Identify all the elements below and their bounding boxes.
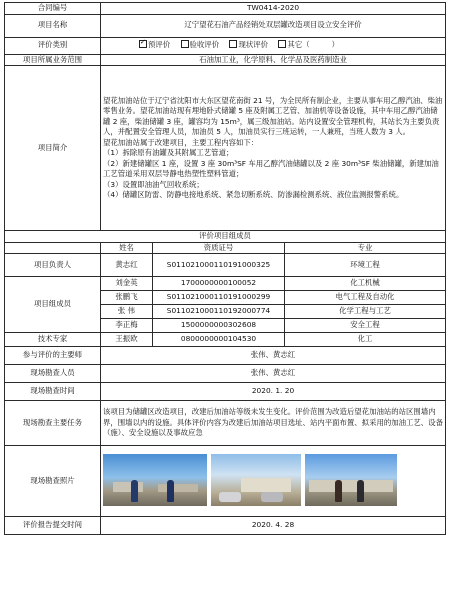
leader-label: 项目负责人 <box>5 254 101 277</box>
eval-type-option-acceptance[interactable]: 验收评价 <box>181 40 220 51</box>
checkbox-checked-icon <box>139 40 147 48</box>
member-name: 刘金英 <box>101 277 153 291</box>
checkbox-icon <box>229 40 237 48</box>
eval-type-option-other[interactable]: 其它（ ） <box>278 40 339 51</box>
survey-task-label: 现场勘查主要任务 <box>5 401 101 446</box>
member-name: 张鹏飞 <box>101 291 153 305</box>
row-project-name <box>5 14 446 37</box>
site-photo <box>103 454 207 506</box>
survey-staff-label: 现场勘查人员 <box>5 365 101 383</box>
member-cert: S011021000110191000299 <box>153 291 285 305</box>
intro-text <box>101 66 446 231</box>
eval-type-option-current[interactable]: 现状评价 <box>229 40 268 51</box>
row-team-cols <box>5 242 446 254</box>
site-photo <box>211 454 301 506</box>
row-expert <box>5 333 446 347</box>
eval-type-label: 评价类别 <box>5 37 101 54</box>
eval-type-options <box>101 37 446 54</box>
col-header-major: 专业 <box>285 242 446 254</box>
row-photos <box>5 446 446 517</box>
members-label: 项目组成员 <box>5 277 101 333</box>
row-survey-task <box>5 401 446 446</box>
checkbox-icon <box>278 40 286 48</box>
row-leader <box>5 254 446 277</box>
expert-name: 王振欧 <box>101 333 153 347</box>
member-cert: S011021000110192000774 <box>153 305 285 319</box>
photos-label: 现场勘查照片 <box>5 446 101 517</box>
leader-name: 黄志红 <box>101 254 153 277</box>
intro-label: 项目简介 <box>5 66 101 231</box>
row-industry <box>5 54 446 66</box>
photos-cell <box>101 446 446 517</box>
col-header-name: 姓名 <box>101 242 153 254</box>
row-intro <box>5 66 446 231</box>
checkbox-icon <box>181 40 189 48</box>
survey-time-label: 现场勘查时间 <box>5 383 101 401</box>
row-doc-no <box>5 3 446 15</box>
member-name: 张 伟 <box>101 305 153 319</box>
expert-major: 化工 <box>285 333 446 347</box>
member-name: 李正梅 <box>101 319 153 333</box>
row-eval-type <box>5 37 446 54</box>
intro-paragraph: 望花加油站位于辽宁省沈阳市大东区望花南街 21 号，为全民所有制企业，主要从事车用乙醇汽油、柴油零售业务。望花加油站现有埋地卧式储罐 5 座及附属工艺管、加油机等设备设施，其中车用乙醇汽油储罐 2 座，柴油储罐 3 座，罐容均为 15m³，属三级加油站。站内设置安全管理机构，其站长为主要负责人，并配置安全管理人员，加油员 5 人，加油员实行三班运转，一人兼班，当班人数为 3 人。 <box>103 95 443 136</box>
expert-label: 技术专家 <box>5 333 101 347</box>
intro-paragraph: （4）储罐区防雷、防静电接地系统、紧急切断系统、防渗漏检测系统、液位监测报警系统。 <box>103 190 404 199</box>
eval-type-option-pre[interactable]: ✓ 预评价 <box>139 40 170 51</box>
row-survey-staff <box>5 365 446 383</box>
project-name-value: 辽宁望花石油产品经销处双层罐改造项目设立安全评价 <box>101 14 446 37</box>
intro-paragraph: （1）拆除原有油罐及其附属工艺管道； <box>103 148 234 157</box>
member-major: 化工机械 <box>285 277 446 291</box>
member-major: 化学工程与工艺 <box>285 305 446 319</box>
project-name-label: 项目名称 <box>5 14 101 37</box>
survey-time-value: 2020. 1. 20 <box>101 383 446 401</box>
member-major: 安全工程 <box>285 319 446 333</box>
col-header-cert: 资质证号 <box>153 242 285 254</box>
row-site-staff <box>5 347 446 365</box>
survey-task-value: 该项目为储罐区改造项目，改建后加油站等级未发生变化。评价范围为改造后望花加油站的站区围墙内界，围墙以内的设施。具体评价内容为改建后加油站项目选址、站内平面布置、拟采用的加油工艺、设备（施）、安全设施以及事故应急 <box>101 401 446 446</box>
table-row <box>5 277 446 291</box>
intro-paragraph: （3）设置即油油气回收系统； <box>103 179 204 189</box>
submit-label: 评价报告提交时间 <box>5 517 101 535</box>
leader-cert: S011021000110191000325 <box>153 254 285 277</box>
leader-major: 环境工程 <box>285 254 446 277</box>
intro-paragraph: 望花加油站属于改建项目，主要工程内容如下： <box>103 137 259 147</box>
doc-no-label: 合同编号 <box>5 3 101 15</box>
site-photo <box>305 454 397 506</box>
row-submit-time <box>5 517 446 535</box>
row-team-header <box>5 231 446 243</box>
intro-paragraph: （2）新建储罐区 1 座，设置 3 座 30m³SF 车用乙醇汽油储罐以及 2 座 30m³SF 柴油储罐，新建加油工艺管道采用双层导静电热塑性塑料管道； <box>103 158 439 178</box>
doc-no-value: TW0414-2020 <box>101 3 446 15</box>
member-cert: 1500000000302608 <box>153 319 285 333</box>
survey-staff-value: 张伟、黄志红 <box>101 365 446 383</box>
industry-value: 石油加工业，化学原料、化学品及医药制造业 <box>101 54 446 66</box>
site-staff-label: 参与评价的主要师 <box>5 347 101 365</box>
team-header: 评价项目组成员 <box>5 231 446 243</box>
evaluation-info-table <box>4 2 446 535</box>
member-major: 电气工程及自动化 <box>285 291 446 305</box>
expert-cert: 0800000000104530 <box>153 333 285 347</box>
member-cert: 1700000000100052 <box>153 277 285 291</box>
industry-label: 项目所属业务范围 <box>5 54 101 66</box>
row-survey-time <box>5 383 446 401</box>
site-staff-value: 张伟、黄志红 <box>101 347 446 365</box>
submit-value: 2020. 4. 28 <box>101 517 446 535</box>
